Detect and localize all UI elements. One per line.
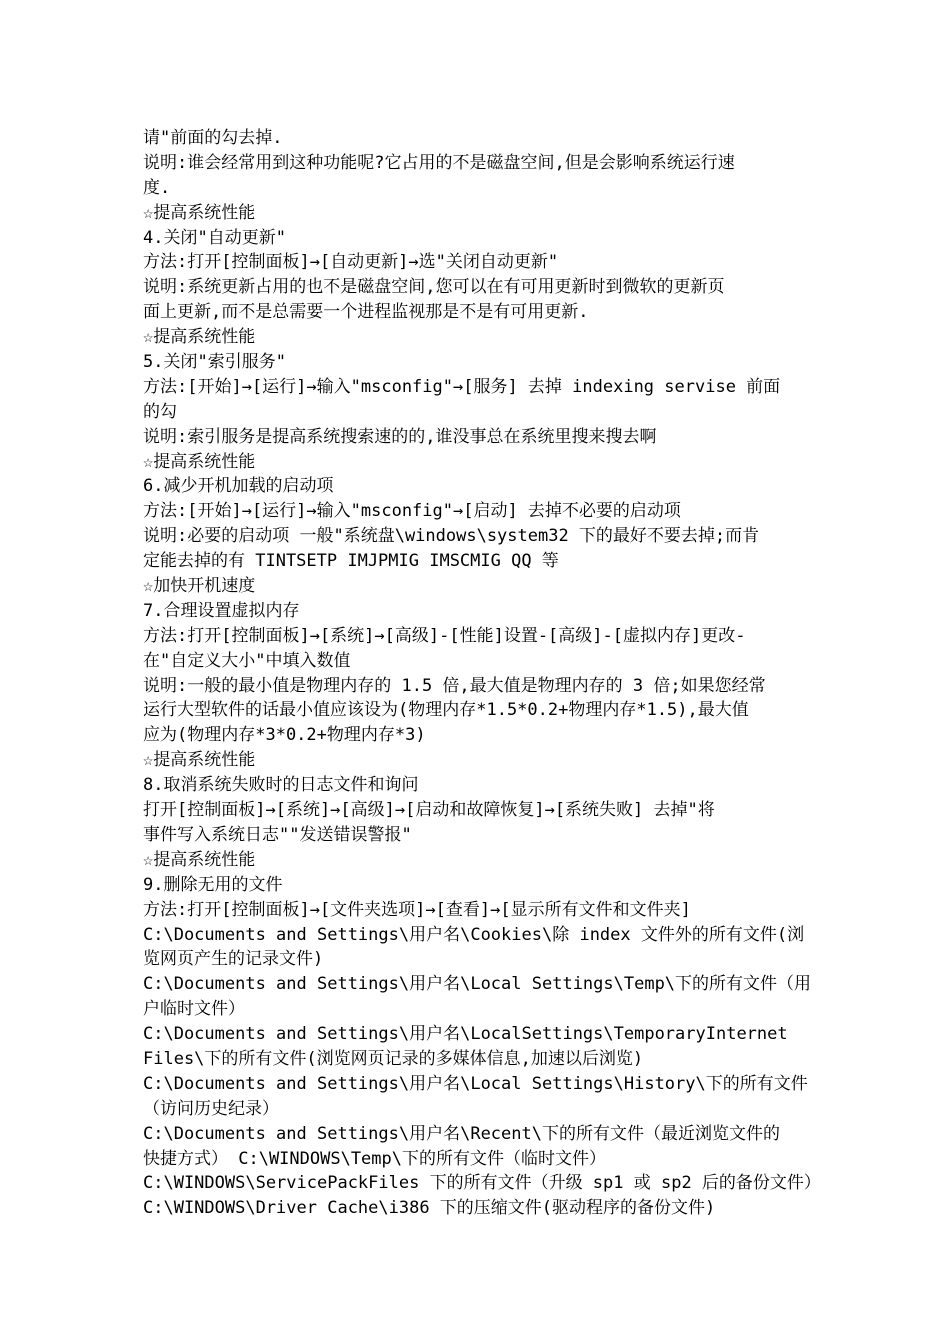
section-heading: 5.关闭"索引服务" (143, 352, 286, 373)
section-marker: ☆提高系统性能 (143, 451, 256, 472)
text-line: 说明:谁会经常用到这种功能呢?它占用的不是磁盘空间,但是会影响系统运行速 (143, 152, 735, 173)
text-line: 方法:打开[控制面板]→[系统]→[高级]-[性能]设置-[高级]-[虚拟内存]更改- (143, 625, 746, 646)
text-line: （访问历史纪录） (143, 1098, 279, 1119)
section-marker: ☆提高系统性能 (143, 202, 256, 223)
text-line: 应为(物理内存*3*0.2+物理内存*3) (143, 725, 426, 746)
section-heading: 9.删除无用的文件 (143, 874, 283, 895)
text-line: 请"前面的勾去掉. (143, 128, 283, 148)
text-line: 方法:打开[控制面板]→[文件夹选项]→[查看]→[显示所有文件和文件夹] (143, 899, 691, 920)
section-heading: 4.关闭"自动更新" (143, 227, 286, 248)
text-line: 方法:[开始]→[运行]→输入"msconfig"→[服务] 去掉 indexing servise 前面 (143, 376, 781, 397)
text-line: 打开[控制面板]→[系统]→[高级]→[启动和故障恢复]→[系统失败] 去掉"将 (143, 800, 715, 821)
text-line: Files\下的所有文件(浏览网页记录的多媒体信息,加速以后浏览) (143, 1048, 644, 1069)
file-path-line: C:\Documents and Settings\用户名\LocalSettings\TemporaryInternet (143, 1024, 788, 1045)
file-path-line: 快捷方式） C:\WINDOWS\Temp\下的所有文件（临时文件） (143, 1148, 606, 1169)
file-path-line: C:\Documents and Settings\用户名\Cookies\除 index 文件外的所有文件(浏 (143, 924, 805, 945)
text-line: 说明:必要的启动项 一般"系统盘\windows\system32 下的最好不要去掉;而肯 (143, 526, 760, 547)
text-line: 览网页产生的记录文件) (143, 949, 324, 970)
text-line: 度. (143, 177, 171, 198)
text-line: 户临时文件） (143, 999, 245, 1020)
section-heading: 7.合理设置虚拟内存 (143, 600, 300, 621)
text-line: 面上更新,而不是总需要一个进程监视那是不是有可用更新. (143, 302, 589, 323)
file-path-line: C:\Documents and Settings\用户名\Recent\下的所有文件（最近浏览文件的 (143, 1123, 780, 1144)
file-path-line: C:\Documents and Settings\用户名\Local Settings\Temp\下的所有文件（用 (143, 974, 812, 995)
section-marker: ☆加快开机速度 (143, 576, 256, 597)
text-line: 说明:索引服务是提高系统搜索速的的,谁没事总在系统里搜来搜去啊 (143, 426, 657, 447)
file-path-line: C:\Documents and Settings\用户名\Local Settings\History\下的所有文件 (143, 1073, 808, 1094)
section-marker: ☆提高系统性能 (143, 327, 256, 348)
section-heading: 6.减少开机加载的启动项 (143, 476, 334, 497)
text-line: 事件写入系统日志""发送错误警报" (143, 824, 412, 845)
section-heading: 8.取消系统失败时的日志文件和询问 (143, 775, 419, 796)
text-line: 在"自定义大小"中填入数值 (143, 650, 351, 671)
text-line: 说明:一般的最小值是物理内存的 1.5 倍,最大值是物理内存的 3 倍;如果您经常 (143, 675, 766, 696)
file-path-line: C:\WINDOWS\Driver Cache\i386 下的压缩文件(驱动程序的备份文件) (143, 1198, 716, 1219)
text-line: 方法:[开始]→[运行]→输入"msconfig"→[启动] 去掉不必要的启动项 (143, 501, 681, 522)
document-body (143, 126, 821, 1221)
file-path-line: C:\WINDOWS\ServicePackFiles 下的所有文件（升级 sp1 或 sp2 后的备份文件） (143, 1173, 821, 1194)
section-marker: ☆提高系统性能 (143, 849, 256, 870)
text-line: 方法:打开[控制面板]→[自动更新]→选"关闭自动更新" (143, 252, 559, 273)
text-line: 的勾 (143, 401, 177, 422)
text-line: 运行大型软件的话最小值应该设为(物理内存*1.5*0.2+物理内存*1.5),最大值 (143, 700, 749, 721)
text-line: 定能去掉的有 TINTSETP IMJPMIG IMSCMIG QQ 等 (143, 551, 559, 572)
text-line: 说明:系统更新占用的也不是磁盘空间,您可以在有可用更新时到微软的更新页 (143, 277, 725, 298)
section-marker: ☆提高系统性能 (143, 750, 256, 771)
